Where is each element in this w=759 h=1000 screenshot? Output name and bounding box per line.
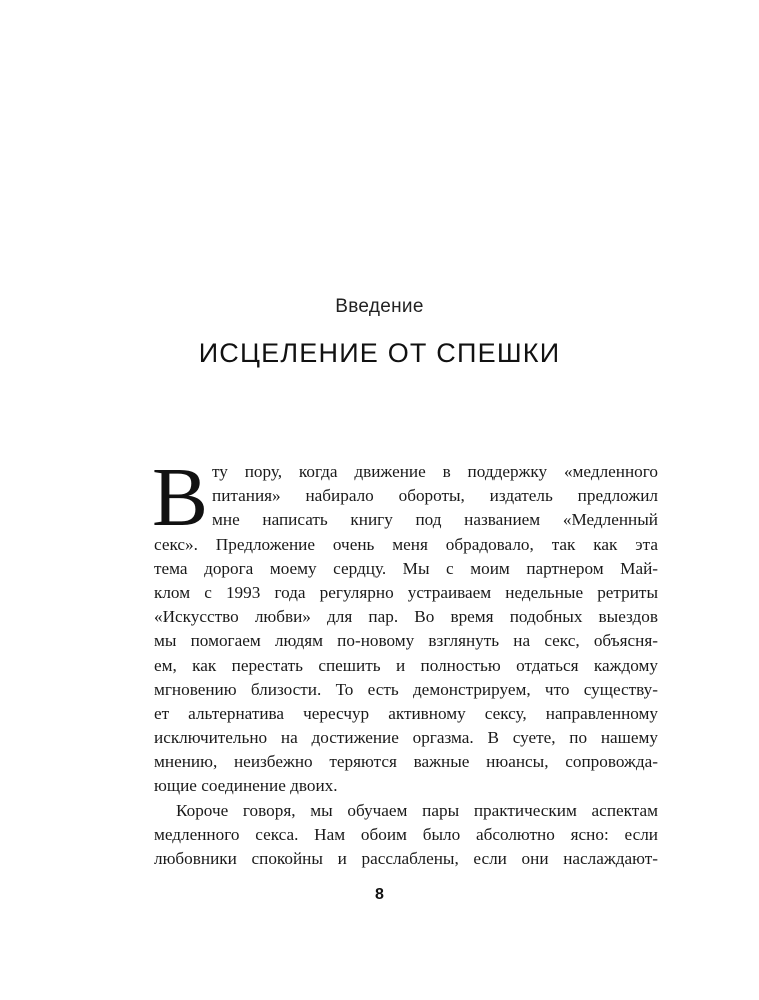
text-line: клом с 1993 года регулярно устраиваем недельные ретриты xyxy=(154,582,658,602)
text-line: мнению, неизбежно теряются важные нюансы, сопровожда- xyxy=(154,752,658,772)
text-line: питания» набирало обороты, издатель предложил xyxy=(212,486,658,506)
page-number: 8 xyxy=(375,886,384,903)
text-line: ем, как перестать спешить и полностью отдаться каждому xyxy=(154,655,658,675)
text-line: ет альтернатива чересчур активному сексу, направленному xyxy=(154,703,658,723)
text-line: тема дорога моему сердцу. Мы с моим партнером Май- xyxy=(154,558,658,578)
text-line: Короче говоря, мы обучаем пары практическим аспектам xyxy=(176,800,658,820)
text-line: медленного секса. Нам обоим было абсолютно ясно: если xyxy=(154,824,658,844)
text-line: мы помогаем людям по-новому взглянуть на секс, объясня- xyxy=(154,631,658,651)
text-line: секс». Предложение очень меня обрадовало, так как эта xyxy=(154,534,658,554)
text-line: ту пору, когда движение в поддержку «медленного xyxy=(212,462,658,481)
text-line: исключительно на достижение оргазма. В суете, по нашему xyxy=(154,728,658,748)
text-line: «Искусство любви» для пар. Во время подобных выездов xyxy=(154,607,658,627)
text-line: ющие соединение двоих. xyxy=(154,776,338,796)
chapter-subtitle: Введение xyxy=(335,296,424,317)
chapter-title: ИСЦЕЛЕНИЕ ОТ СПЕШКИ xyxy=(198,338,561,368)
text-line: мне написать книгу под названием «Медленный xyxy=(212,510,658,530)
text-line: любовники спокойны и расслаблены, если они наслаждают- xyxy=(154,849,658,868)
text-line: мгновению близости. То есть демонстрируем, что существу- xyxy=(154,679,658,699)
drop-cap: В xyxy=(152,451,209,544)
body-text xyxy=(152,451,658,871)
